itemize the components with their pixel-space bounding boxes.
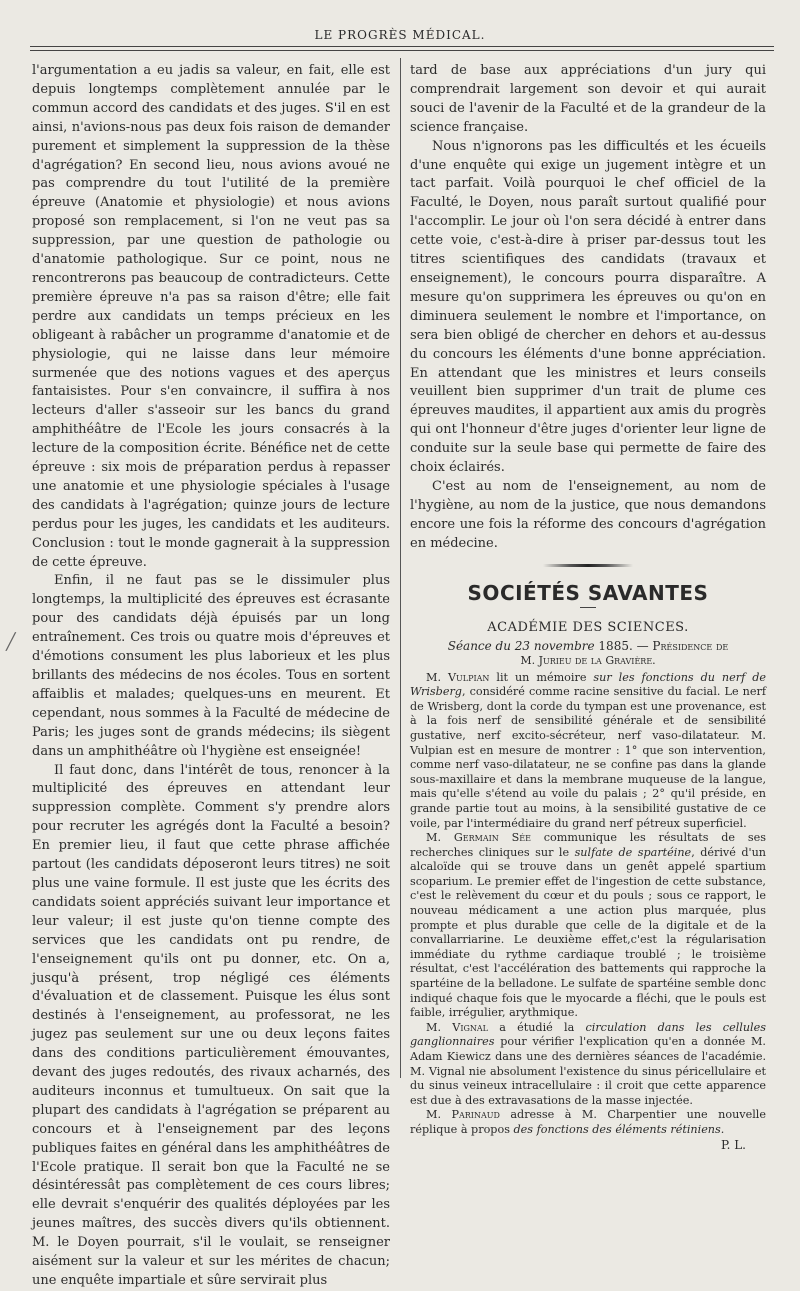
presidence-name: M. Jurieu de la Gravière. <box>520 653 656 667</box>
right-paragraph-3: C'est au nom de l'enseignement, au nom de l'hygiène, au nom de la justice, que nous demandons encore une fois la réforme des concours d'agrégation en médecine. <box>410 478 766 551</box>
section-title: SOCIÉTÉS SAVANTES <box>467 580 709 605</box>
header-rule <box>30 46 774 51</box>
speaker-name: M. Parinaud <box>426 1108 500 1122</box>
column-rule <box>400 58 401 1078</box>
speaker-name: M. Germain Sée <box>426 831 531 845</box>
seance-year: 1885. — <box>594 638 653 653</box>
right-column <box>410 62 766 1152</box>
report-vulpian: M. Vulpian lit un mémoire sur les fonctions du nerf de Wrisberg, considéré comme racine sensitive du facial. Le nerf de Wrisberg, dont la corde du tympan est une provenance, est à la fois nerf de sensibilité générale et de sensibilité gustative, nerf excito-sécréteur, nerf vaso-dilatateur. M. Vulpian est en mesure de montrer : 1° que son intervention, comme nerf vaso-dilatateur, ne se confine pas dans la glande sous-maxillaire et dans la membrane muqueuse de la langue, mais qu'elle s'étend au voile du palais ; 2° qu'il préside, en grande partie tout au moins, à la sensibilité gustative de ce voile, par l'intermédiaire du grand nerf pétreux superficiel. <box>410 670 766 830</box>
left-column <box>32 62 390 1291</box>
right-paragraph-1: tard de base aux appréciations d'un jury qui comprendrait largement son devoir et qui aurait souci de l'avenir de la Faculté et de la grandeur de la science française. <box>410 63 766 135</box>
seance-date: Séance du 23 novembre <box>447 638 595 653</box>
left-paragraph-2: Enfin, il ne faut pas se le dissimuler plus longtemps, la multiplicité des épreuves est écrasante pour des candidats déjà épuisés par un long entraînement. Ces trois ou quatre mois d'épreuves et d'émotions consument les plus laborieux et les plus brillants des médecins de nos écoles. Tous en sortent affaiblis et malades; quelques-uns en meurent. Et cependant, nous sommes à la Faculté de médecine de Paris; les juges sont de grands médecins; ils siègent dans un amphithéâtre où l'hygiène est enseignée! <box>32 573 390 759</box>
left-paragraph-1: l'argumentation a eu jadis sa valeur, en fait, elle est depuis longtemps complètement annulée par le commun accord des candidats et des juges. S'il en est ainsi, n'avions-nous pas deux fois raison de demander purement et simplement la suppression de la thèse d'agrégation? En second lieu, nous avions avoué ne pas comprendre du tout l'utilité de la première épreuve (Anatomie et physiologie) et nous avions proposé son remplacement, si l'on ne veut pas sa suppression, par une question de pathologie ou d'anatomie pathologique. Sur ce point, nous ne rencontrerons pas beaucoup de contradicteurs. Cette première épreuve n'a pas sa raison d'être; elle fait perdre aux candidats un temps précieux en les obligeant à rabâcher un programme d'anatomie et de physiologie, qui ne laisse dans leur mémoire surmenée que des notions vagues et des aperçus fantaisistes. Pour s'en convaincre, il suffira à nos lecteurs d'aller s'asseoir sur les bancs du grand amphithéâtre de l'Ecole les jours consacrés à la lecture de la composition écrite. Bénéfice net de cette épreuve : six mois de préparation perdus à repasser une anatomie et une physiologie spéciales à l'usage des candidats à l'agrégation; quinze jours de lecture perdus pour les juges, les candidats et les auditeurs. Conclusion : tout le monde gagnerait à la suppression de cette épreuve. <box>32 63 390 570</box>
report-vignal: M. Vignal a étudié la circulation dans les cellules ganglionnaires pour vérifier l'explication qu'en a donnée M. Adam Kiewicz dans une des dernières séances de l'académie. M. Vignal nie absolument l'existence du sinus péricellulaire et du sinus veineux intracellulaire : il croit que cette apparence est due à des extravasations de la masse injectée. <box>410 1020 766 1107</box>
report-parinaud: M. Parinaud adresse à M. Charpentier une nouvelle réplique à propos des fonctions des éléments rétiniens. <box>410 1108 766 1136</box>
seance-line <box>410 639 766 653</box>
report-see: M. Germain Sée communique les résultats de ses recherches cliniques sur le sulfate de spartéine, dérivé d'un alcaloïde qui se trouve dans un genêt appelé spartium scoparium. Le premier effet de l'ingestion de cette substance, c'est le relèvement du cœur et du pouls ; sous ce rapport, le nouveau médicament a une action plus marquée, plus prompte et plus durable que celle de la digitale et de la convallarriarine. Le deuxième effet,c'est la régularisation immédiate du rythme cardiaque troublé ; le troisième résultat, c'est l'accélération des battements qui rapproche la spartéine de la belladone. Le sulfate de spartéine semble donc indiqué chaque fois que le myocarde a fléchi, que le pouls est faible, irrégulier, arythmique. <box>410 831 766 1020</box>
speaker-name: M. Vulpian <box>426 670 490 684</box>
left-paragraph-3: Il faut donc, dans l'intérêt de tous, renoncer à la multiplicité des épreuves en attendant leur suppression complète. Comment s'y prendre alors pour recruter les agrégés dont la Faculté a besoin? En premier lieu, il faut que cette phrase affichée partout (les candidats déposeront leurs titres) ne soit plus une vaine formule. Il est juste que les écrits des candidats soient appréciés suivant leur importance et leur valeur; il est juste qu'on tienne compte des services que les candidats ont pu rendre, de l'enseignement qu'ils ont pu donner, etc. On a, jusqu'à présent, trop négligé ces éléments d'évaluation et de classement. Puisque les élus sont destinés à l'enseignement, au professorat, ne les jugez pas seulement sur une ou deux leçons faites dans des conditions particulièrement émouvantes, devant des juges redoutés, des rivaux acharnés, des auditeurs inconnus et tumultueux. On sait que la plupart des candidats à l'agrégation se préparent au concours et à l'enseignement par des leçons publiques faites en général dans les amphithéâtres de l'Ecole pratique. Il serait bon que la Faculté ne se désintéressât pas complètement de ces cours libres; elle devrait s'enquérir des qualités déployées par les jeunes maîtres, des succès divers qu'ils obtiennent. M. le Doyen pourrait, s'il le voulait, se renseigner aisément sur la valeur et sur les mérites de chacun; une enquête impartiale et sûre servirait plus <box>32 762 390 1288</box>
signature: P. L. <box>720 1137 746 1152</box>
speaker-name: M. Vignal <box>426 1020 488 1034</box>
margin-check-mark: ╱ <box>6 632 16 651</box>
section-ornament <box>543 564 633 567</box>
presidence-label: Présidence de <box>652 638 729 653</box>
title-dash <box>580 607 596 608</box>
running-head: LE PROGRÈS MÉDICAL. <box>314 28 486 42</box>
right-paragraph-2: Nous n'ignorons pas les difficultés et les écueils d'une enquête qui exige un jugement intègre et un tact parfait. Voilà pourquoi le chef officiel de la Faculté, le Doyen, nous paraît surtout qualifié pour l'accomplir. Le jour où l'on sera décidé à entrer dans cette voie, c'est-à-dire à priser par-dessus tout les titres scientifiques des candidats (travaux et enseignement), le concours pourra disparaître. A mesure qu'on supprimera les épreuves ou qu'on en diminuera seulement le nombre et l'importance, on sera bien obligé de chercher en dehors et au-dessus du concours les éléments d'une bonne appréciation. En attendant que les ministres et leurs conseils veuillent bien supprimer d'un trait de plume ces épreuves maudites, il appartient aux amis du progrès qui ont l'honneur d'être juges d'orienter leur ligne de conduite sur la seule base qui permette de faire des choix éclairés. <box>410 138 766 476</box>
academy-heading: ACADÉMIE DES SCIENCES. <box>487 619 689 635</box>
